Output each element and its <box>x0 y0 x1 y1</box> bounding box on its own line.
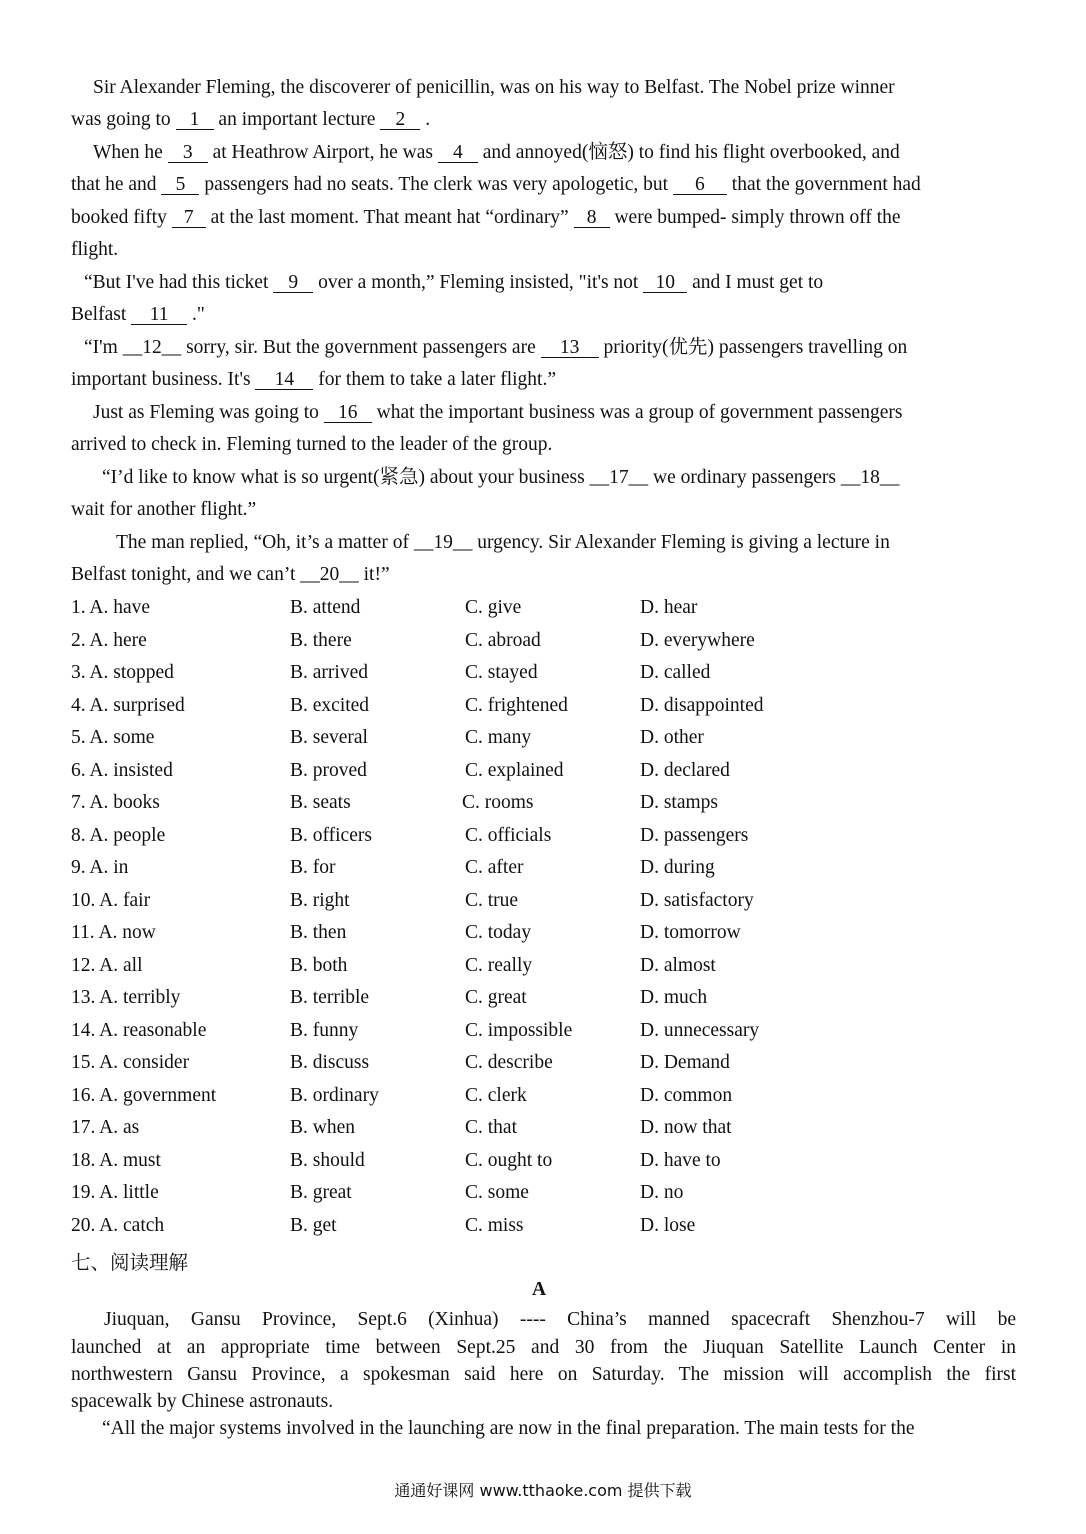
passage-line <box>93 401 902 425</box>
option-c: C. frightened <box>465 694 568 716</box>
reading-line: spacewalk by Chinese astronauts. <box>71 1391 334 1412</box>
passage-text: over a month,” Fleming insisted, "it's not <box>318 272 639 293</box>
option-d: D. during <box>640 857 715 878</box>
blank-1: 1 <box>176 110 214 130</box>
option-d: D. passengers <box>640 824 749 846</box>
option-d: D. Demand <box>640 1052 730 1073</box>
option-d: D. much <box>640 987 708 1008</box>
option-a: 15. A. consider <box>71 1052 190 1073</box>
option-b: B. seats <box>290 792 351 813</box>
option-d: D. almost <box>640 954 716 976</box>
passage-line <box>71 433 552 457</box>
option-b: B. excited <box>290 694 370 716</box>
passage-text: and I must get to <box>692 272 824 293</box>
option-b: B. several <box>290 727 368 748</box>
option-c: C. rooms <box>462 792 534 813</box>
option-b: B. terrible <box>290 987 370 1008</box>
option-d: D. everywhere <box>640 629 755 651</box>
reading-line: “All the major systems involved in the launching are now in the final preparation. The main tests for the <box>102 1418 915 1439</box>
option-a: 5. A. some <box>71 727 155 748</box>
option-a: 8. A. people <box>71 824 166 846</box>
passage-text: and annoyed(恼怒) to find his flight overbooked, and <box>482 142 900 163</box>
option-c: C. officials <box>465 824 552 846</box>
option-b: B. ordinary <box>290 1084 379 1106</box>
reading-line: launched at an appropriate time between Sept.25 and 30 from the Jiuquan Satellite Launch Center in <box>71 1337 1016 1358</box>
passage-text: “I’d like to know what is so urgent(紧急) about your business __17__ we ordinary passengers __18__ <box>102 467 900 488</box>
option-a: 6. A. insisted <box>71 759 173 781</box>
option-c: C. that <box>465 1117 517 1138</box>
passage-text: arrived to check in. Fleming turned to the leader of the group. <box>71 434 553 455</box>
section-heading: 七、阅读理解 <box>71 1251 189 1274</box>
option-d: D. tomorrow <box>640 922 741 943</box>
option-b: B. for <box>290 857 336 878</box>
option-b: B. should <box>290 1149 365 1171</box>
passage-text: what the important business was a group of government passengers <box>376 402 903 423</box>
passage-text: for them to take a later flight.” <box>318 369 556 390</box>
option-d: D. unnecessary <box>640 1019 760 1041</box>
option-a: 3. A. stopped <box>71 662 174 683</box>
blank-6: 6 <box>673 175 727 195</box>
passage-text: passengers had no seats. The clerk was very apologetic, but <box>204 174 669 195</box>
passage-line <box>93 141 900 165</box>
option-c: C. explained <box>465 759 564 781</box>
blank-11: 11 <box>131 305 187 325</box>
option-b: B. there <box>290 629 352 651</box>
option-d: D. other <box>640 727 704 748</box>
passage-line <box>116 531 890 555</box>
option-a: 16. A. government <box>71 1084 217 1106</box>
passage-text: flight. <box>71 239 119 260</box>
passage-line <box>71 108 430 132</box>
option-a: 17. A. as <box>71 1117 140 1138</box>
option-b: B. proved <box>290 759 367 781</box>
option-c: C. describe <box>465 1052 553 1073</box>
option-a: 4. A. surprised <box>71 694 185 716</box>
option-d: D. declared <box>640 759 730 781</box>
option-c: C. many <box>465 727 532 748</box>
blank-5: 5 <box>161 175 199 195</box>
passage-text: Sir Alexander Fleming, the discoverer of penicillin, was on his way to Belfast. The Nobel prize winner <box>93 77 895 98</box>
passage-text: that he and <box>71 174 157 195</box>
option-c: C. stayed <box>465 662 538 683</box>
option-a: 2. A. here <box>71 629 147 651</box>
passage-text: an important lecture <box>218 109 376 130</box>
option-b: B. attend <box>290 597 361 618</box>
blank-9: 9 <box>273 273 313 293</box>
blank-10: 10 <box>643 273 687 293</box>
passage-text: was going to <box>71 109 171 130</box>
option-a: 1. A. have <box>71 597 151 618</box>
passage-line <box>93 76 895 100</box>
option-d: D. lose <box>640 1214 696 1236</box>
blank-3: 3 <box>168 143 208 163</box>
option-b: B. get <box>290 1214 337 1236</box>
option-d: D. have to <box>640 1149 721 1171</box>
passage-text: booked fifty <box>71 207 167 228</box>
passage-line <box>71 206 901 230</box>
passage-line <box>71 238 118 262</box>
passage-text: “But I've had this ticket <box>84 272 269 293</box>
option-b: B. when <box>290 1117 355 1138</box>
option-c: C. true <box>465 889 519 911</box>
reading-title: A <box>532 1279 547 1300</box>
reading-line: Jiuquan, Gansu Province, Sept.6 (Xinhua) ---- China’s manned spacecraft Shenzhou-7 will be <box>104 1309 1016 1330</box>
option-c: C. impossible <box>465 1019 573 1041</box>
passage-text: were bumped- simply thrown off the <box>614 207 901 228</box>
option-d: D. no <box>640 1182 684 1203</box>
option-b: B. discuss <box>290 1052 370 1073</box>
option-a: 11. A. now <box>71 922 156 943</box>
option-d: D. stamps <box>640 792 718 813</box>
option-c: C. abroad <box>465 629 541 651</box>
option-a: 10. A. fair <box>71 889 151 911</box>
passage-line <box>71 563 390 587</box>
footer: 通通好课网 www.tthaoke.com 提供下载 <box>394 1481 692 1500</box>
blank-8: 8 <box>574 208 610 228</box>
passage-line <box>71 173 921 197</box>
blank-4: 4 <box>438 143 478 163</box>
option-c: C. ought to <box>465 1149 553 1171</box>
option-b: B. arrived <box>290 662 368 683</box>
option-a: 14. A. reasonable <box>71 1019 207 1041</box>
option-d: D. now that <box>640 1117 732 1138</box>
option-d: D. disappointed <box>640 694 764 716</box>
option-a: 9. A. in <box>71 857 129 878</box>
option-a: 12. A. all <box>71 954 143 976</box>
reading-line: northwestern Gansu Province, a spokesman said here on Saturday. The mission will accomplish the first <box>71 1364 1016 1385</box>
passage-line <box>71 498 256 522</box>
option-b: B. then <box>290 922 347 943</box>
passage-text: “I'm __12__ sorry, sir. But the government passengers are <box>84 337 536 358</box>
passage-text: ." <box>191 304 205 325</box>
passage-text: at the last moment. That meant hat “ordinary” <box>210 207 569 228</box>
option-a: 20. A. catch <box>71 1214 165 1236</box>
option-c: C. give <box>465 597 522 618</box>
passage-text: The man replied, “Oh, it’s a matter of __19__ urgency. Sir Alexander Fleming is giving a lecture in <box>116 532 890 553</box>
option-c: C. really <box>465 954 533 976</box>
option-a: 19. A. little <box>71 1182 159 1203</box>
blank-13: 13 <box>541 338 599 358</box>
option-c: C. some <box>465 1182 529 1203</box>
passage-text: at Heathrow Airport, he was <box>212 142 433 163</box>
option-c: C. after <box>465 857 524 878</box>
passage-text: Belfast tonight, and we can’t __20__ it!” <box>71 564 390 585</box>
passage-text: Just as Fleming was going to <box>93 402 319 423</box>
passage-line <box>71 368 556 392</box>
option-a: 13. A. terribly <box>71 987 181 1008</box>
blank-14: 14 <box>255 370 313 390</box>
passage-line <box>84 271 823 295</box>
blank-16: 16 <box>324 403 372 423</box>
passage-line <box>102 466 899 490</box>
option-c: C. clerk <box>465 1084 527 1106</box>
option-b: B. right <box>290 889 350 911</box>
option-c: C. great <box>465 987 527 1008</box>
passage-text: Belfast <box>71 304 127 325</box>
blank-7: 7 <box>172 208 206 228</box>
option-b: B. both <box>290 954 348 976</box>
passage-text: priority(优先) passengers travelling on <box>603 337 908 358</box>
option-d: D. common <box>640 1084 733 1106</box>
option-c: C. today <box>465 922 532 943</box>
passage-text: wait for another flight.” <box>71 499 257 520</box>
option-d: D. satisfactory <box>640 889 754 911</box>
option-d: D. hear <box>640 597 698 618</box>
option-b: B. officers <box>290 824 372 846</box>
option-d: D. called <box>640 662 711 683</box>
passage-line <box>84 336 907 360</box>
option-a: 18. A. must <box>71 1149 161 1171</box>
passage-text: When he <box>93 142 163 163</box>
blank-2: 2 <box>380 110 420 130</box>
passage-text: important business. It's <box>71 369 251 390</box>
option-b: B. funny <box>290 1019 359 1041</box>
option-a: 7. A. books <box>71 792 160 813</box>
passage-text: that the government had <box>731 174 921 195</box>
option-b: B. great <box>290 1182 352 1203</box>
passage-text: . <box>425 109 431 130</box>
option-c: C. miss <box>465 1214 524 1236</box>
passage-line <box>71 303 205 327</box>
